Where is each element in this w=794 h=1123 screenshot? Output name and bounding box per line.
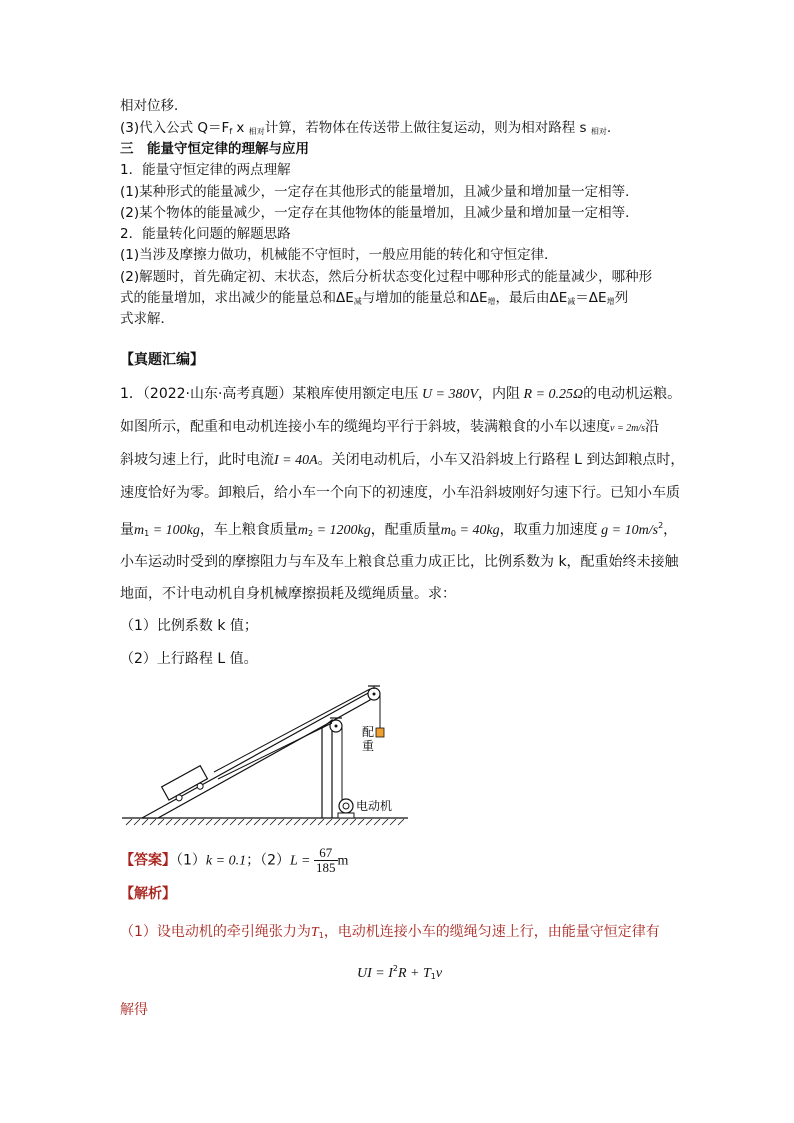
item-1-b: (2)某个物体的能量减少，一定存在其他物体的能量增加，且减少量和增加量一定相等． — [120, 205, 639, 221]
problem-line-2: 如图所示，配重和电动机连接小车的缆绳均平行于斜坡，装满粮食的小车以速度v = 2m/s沿 — [120, 419, 660, 435]
incline-figure — [118, 676, 418, 831]
counterweight-label-2: 重 — [362, 739, 375, 753]
item-1-a: (1)某种形式的能量减少，一定存在其他形式的能量增加，且减少量和增加量一定相等． — [120, 184, 639, 200]
item-2-b-line-1: (2)解题时，首先确定初、末状态，然后分析状态变化过程中哪种形式的能量减少，哪种形 — [120, 269, 653, 285]
item-2-a: (1)当涉及摩擦力做功，机械能不守恒时，一般应用能的转化和守恒定律． — [120, 247, 558, 263]
item-2-b-line-3: 式求解． — [120, 311, 174, 327]
top-pulley — [368, 686, 380, 700]
problem-line-7: 地面，不计电动机自身机械摩擦损耗及缆绳质量。求： — [120, 586, 456, 602]
answer-fraction: $\frac{67}{185}$ — [316, 845, 336, 875]
item-2-b-line-2: 式的能量增加，求出减少的能量总和$\Delta E_减$与增加的能量总和$\Delta E_增$，最后由$\Delta E_减=\Delta E_增$列 — [120, 290, 629, 306]
section-3-heading: 三 能量守恒定律的理解与应用 — [120, 141, 309, 157]
counterweight-label-1: 配 — [362, 725, 375, 739]
problem-line-5: 量$m_1 = 100kg$，车上粮食质量$m_2 = 1200kg$，配重质量$m_0 = 40kg$，取重力加速度 $g = 10m/s^2$， — [120, 521, 678, 538]
counterweight — [376, 728, 384, 737]
ground — [122, 818, 408, 825]
motor — [338, 799, 354, 818]
analysis-heading: 【解析】 — [120, 886, 176, 902]
problem-line-4: 速度恰好为零。卸粮后，给小车一个向下的初速度，小车沿斜坡刚好匀速下行。已知小车质 — [120, 485, 680, 501]
question-1: （1）比例系数 k 值； — [120, 618, 258, 634]
notes-line-1: 相对位移． — [120, 98, 188, 114]
notes-line-2: (3)代入公式 $Q=F_f$ x $_{相对}$计算，若物体在传送带上做往复运动，则为相对路程 s $_{相对}$. — [120, 120, 612, 136]
item-2-heading: 2．能量转化问题的解题思路 — [120, 226, 291, 242]
problem-line-1: 1．（2022·山东·高考真题）某粮库使用额定电压 U = 380V，内阻 R = 0.25Ω的电动机运粮。 — [120, 386, 682, 402]
motor-label: 电动机 — [356, 799, 393, 813]
support-frame — [322, 720, 332, 818]
question-2: （2）上行路程 L 值。 — [120, 651, 258, 667]
answer-line: 【答案】（1）k = 0.1；（2）L = $\frac{67}{185}$ m — [120, 845, 349, 875]
analysis-equation: UI = $I^2R + T_1v$ — [357, 964, 443, 981]
analysis-line-1: （1）设电动机的牵引绳张力为$T_1$，电动机连接小车的缆绳匀速上行，由能量守恒定律有 — [120, 924, 660, 940]
problem-line-6: 小车运动时受到的摩擦阻力与车及车上粮食总重力成正比，比例系数为 k，配重始终未接触 — [120, 554, 679, 570]
item-1-heading: 1．能量守恒定律的两点理解 — [120, 162, 291, 178]
analysis-solve: 解得 — [120, 1002, 148, 1018]
exam-section-heading: 【真题汇编】 — [120, 352, 204, 368]
problem-line-3: 斜坡匀速上行，此时电流I = 40A。关闭电动机后，小车又沿斜坡上行路程 L 到达卸粮点时， — [120, 452, 685, 468]
